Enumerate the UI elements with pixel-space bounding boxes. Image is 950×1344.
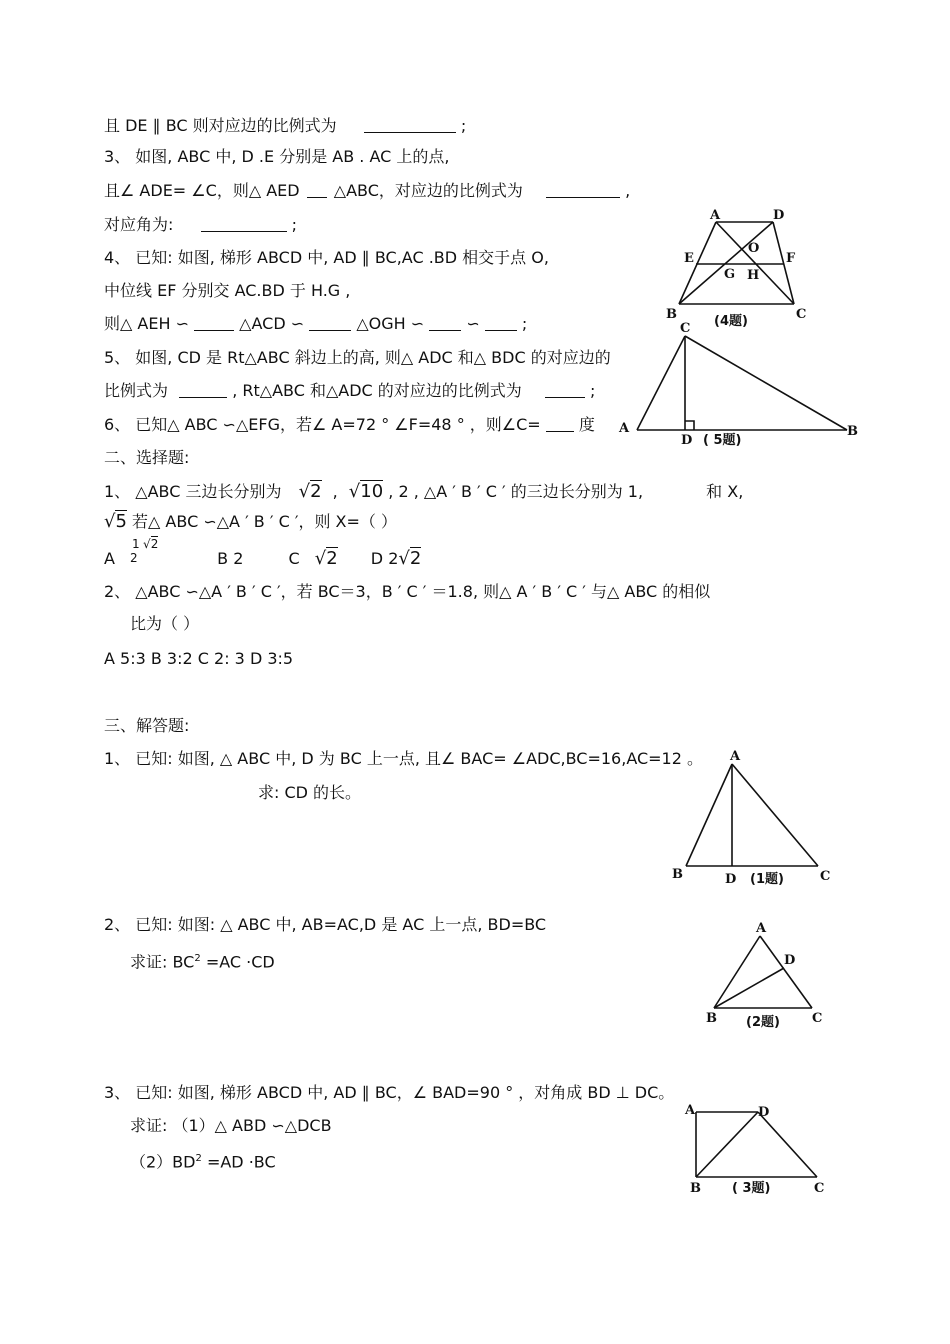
- text: 1、 △ABC 三边长分别为: [104, 482, 282, 501]
- text: △OGH ∽: [356, 314, 425, 333]
- problem-1: 1、 已知: 如图, △ ABC 中, D 为 BC 上一点, 且∠ BAC= ∠ADC,BC=16,AC=12 。: [104, 749, 704, 768]
- text: ;: [291, 215, 297, 234]
- answer-blank[interactable]: [307, 181, 327, 198]
- text: =AD ·BC: [201, 1152, 276, 1172]
- superscript: 2: [194, 953, 201, 964]
- text: 度: [578, 415, 595, 434]
- text: 和 X,: [706, 482, 744, 501]
- label-c: C: [820, 869, 831, 884]
- label-c: C: [814, 1181, 825, 1196]
- answer-blank[interactable]: [309, 314, 351, 331]
- problem-2: 2、 已知: 如图: △ ABC 中, AB=AC,D 是 AC 上一点, BD=BC: [104, 915, 547, 934]
- figure-problem-1: [668, 740, 838, 890]
- superscript: 2: [195, 1153, 202, 1164]
- option-a[interactable]: A: [104, 549, 115, 568]
- label-d: D: [681, 433, 693, 448]
- answer-blank[interactable]: [364, 116, 456, 133]
- sqrt-icon: √: [314, 548, 327, 569]
- figure-caption: ( 5题): [703, 433, 742, 448]
- label-f: F: [786, 251, 796, 266]
- label-a: A: [756, 921, 767, 936]
- label-c: C: [796, 307, 807, 322]
- answer-blank[interactable]: [429, 314, 461, 331]
- text: 且∠ ADE= ∠C，则△ AED: [104, 181, 300, 200]
- text: △ACD ∽: [239, 314, 305, 333]
- radicand: 2: [409, 548, 422, 569]
- text: △ABC，对应边的比例式为: [333, 181, 523, 200]
- label-a: A: [619, 421, 630, 436]
- question-6: [104, 415, 595, 435]
- question-3-angles: [104, 215, 297, 235]
- figure-trapezoid-q4: [662, 200, 812, 335]
- label-c: C: [680, 321, 691, 336]
- radicand: 2: [310, 481, 322, 502]
- question-4: 4、 已知: 如图, 梯形 ABCD 中, AD ∥ BC,AC .BD 相交于点 O,: [104, 248, 549, 267]
- text: 对应角为:: [104, 215, 174, 234]
- text: ,: [332, 482, 338, 501]
- fraction: [130, 537, 170, 568]
- label-c: C: [812, 1011, 823, 1026]
- text: ∽: [466, 314, 480, 333]
- text: 求证: BC: [130, 952, 195, 972]
- sqrt-icon: √: [348, 481, 361, 502]
- radicand: 2: [150, 537, 159, 551]
- answer-blank[interactable]: [546, 415, 574, 432]
- label-a: A: [710, 208, 721, 223]
- text: ;: [521, 314, 528, 333]
- figure-caption: (1题): [750, 872, 784, 887]
- answer-blank[interactable]: [545, 381, 585, 398]
- label-d: D: [725, 872, 737, 887]
- answer-blank[interactable]: [546, 181, 620, 198]
- figure-caption: (2题): [746, 1015, 780, 1030]
- figure-caption: (4题): [714, 314, 748, 329]
- problem-3-prove-2: [130, 1149, 276, 1172]
- label-b: B: [666, 307, 677, 322]
- text: , Rt△ABC 和△ADC 的对应边的比例式为: [232, 381, 522, 400]
- answer-blank[interactable]: [485, 314, 517, 331]
- text: ;: [460, 116, 467, 135]
- label-d: D: [784, 953, 796, 968]
- text: , 2 , △A ′ B ′ C ′ 的三边长分别为 1,: [388, 482, 644, 501]
- question-5-body: [104, 381, 595, 401]
- label-d: D: [773, 208, 785, 223]
- choice-1: [104, 482, 743, 502]
- answer-blank[interactable]: [201, 215, 287, 232]
- label-o: O: [748, 241, 760, 256]
- option-b[interactable]: B 2: [217, 549, 244, 568]
- label-b: B: [706, 1011, 717, 1026]
- choice-1-options: [104, 537, 422, 569]
- text: 且 DE ∥ BC 则对应边的比例式为: [104, 116, 337, 135]
- sqrt-icon: √: [398, 548, 410, 569]
- problem-1-ask: 求: CD 的长。: [258, 783, 362, 802]
- text: ;: [590, 381, 596, 400]
- figure-problem-2: [700, 918, 830, 1038]
- text: =AC ·CD: [200, 952, 275, 972]
- label-b: B: [847, 424, 858, 439]
- label-g: G: [724, 267, 736, 282]
- section-choice-title: 二、选择题:: [104, 448, 190, 467]
- option-d[interactable]: D 2: [370, 549, 399, 568]
- line-de-bc: [104, 116, 466, 136]
- sqrt-icon: √: [298, 481, 311, 502]
- question-4-midline: 中位线 EF 分别交 AC.BD 于 H.G ,: [104, 281, 351, 300]
- question-3-body: [104, 181, 630, 201]
- text: ,: [625, 181, 631, 200]
- text: 若△ ABC ∽△A ′ B ′ C ′，则 X=（ ）: [132, 512, 397, 531]
- figure-problem-3: [680, 1100, 830, 1200]
- question-4-similar: [104, 314, 527, 334]
- numerator: 1: [132, 537, 140, 551]
- text: （2）BD: [130, 1152, 196, 1172]
- label-b: B: [672, 867, 683, 882]
- sqrt-icon: √2: [143, 537, 159, 551]
- label-b: B: [690, 1181, 701, 1196]
- choice-2: 2、 △ABC ∽△A ′ B ′ C ′，若 BC＝3，B ′ C ′ ＝1.8, 则△ A ′ B ′ C ′ 与△ ABC 的相似: [104, 582, 711, 601]
- answer-blank[interactable]: [194, 314, 234, 331]
- text: 比例式为: [104, 381, 169, 400]
- problem-3-prove-1: 求证: （1）△ ABD ∽△DCB: [130, 1116, 332, 1135]
- choice-2-cont: 比为（ ）: [130, 614, 200, 633]
- label-a: A: [685, 1103, 696, 1118]
- denominator: 2: [130, 551, 138, 565]
- choice-2-options: A 5:3 B 3:2 C 2: 3 D 3:5: [104, 649, 294, 668]
- text: 则△ AEH ∽: [104, 314, 189, 333]
- problem-3: 3、 已知: 如图, 梯形 ABCD 中, AD ∥ BC，∠ BAD=90 ° ，对角成 BD ⊥ DC。: [104, 1083, 675, 1102]
- radicand: 2: [326, 548, 338, 569]
- label-h: H: [747, 268, 760, 283]
- label-e: E: [684, 251, 694, 266]
- section-solve-title: 三、解答题:: [104, 716, 190, 735]
- radicand: 5: [115, 511, 127, 532]
- option-c[interactable]: C: [288, 549, 300, 568]
- label-a: A: [730, 749, 741, 764]
- figure-right-triangle-q5: [615, 318, 865, 448]
- choice-1-cond: [104, 512, 397, 532]
- label-d: D: [758, 1105, 770, 1120]
- figure-caption: ( 3题): [732, 1181, 771, 1196]
- answer-blank[interactable]: [179, 381, 227, 398]
- sqrt-icon: √: [104, 511, 116, 532]
- problem-2-prove: [130, 949, 275, 972]
- question-3: 3、 如图, ABC 中, D .E 分别是 AB . AC 上的点,: [104, 147, 450, 166]
- question-5: 5、 如图, CD 是 Rt△ABC 斜边上的高, 则△ ADC 和△ BDC 的对应边的: [104, 348, 611, 367]
- radicand: 10: [360, 481, 384, 502]
- text: 6、 已知△ ABC ∽△EFG，若∠ A=72 ° ∠F=48 ° ，则∠C=: [104, 415, 541, 434]
